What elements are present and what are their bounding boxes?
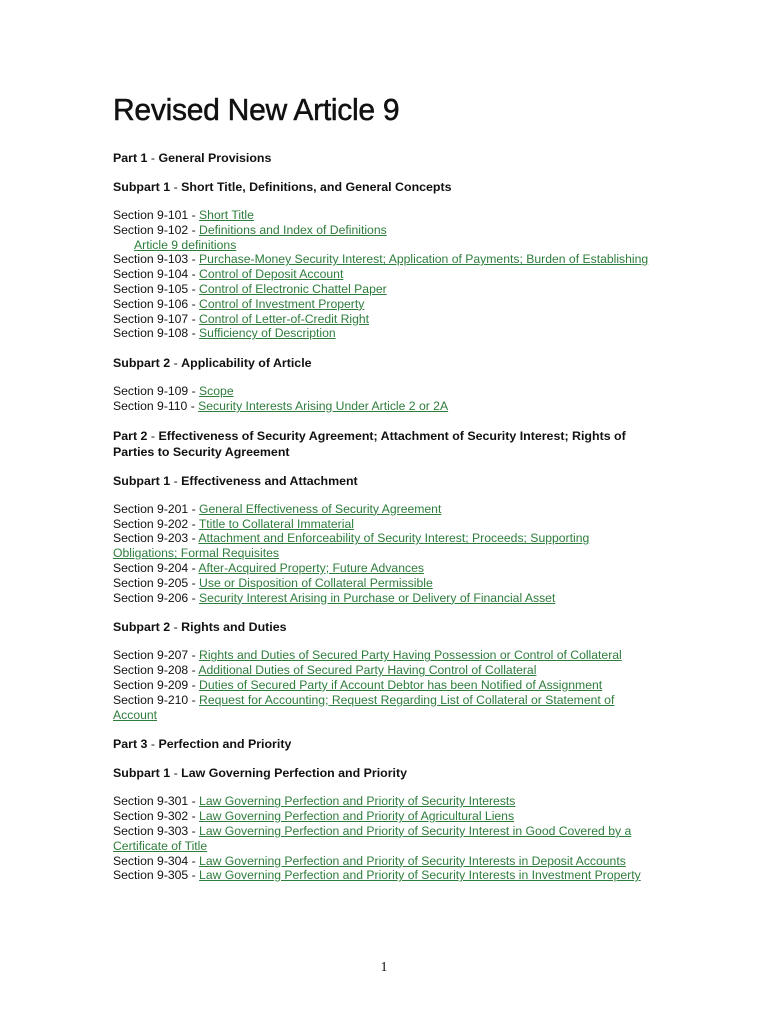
section-link[interactable]: Control of Letter-of-Credit Right — [199, 311, 370, 326]
subpart-title: Short Title, Definitions, and General Concepts — [181, 180, 452, 194]
section-row — [113, 326, 653, 341]
part-1-heading: Part 1 - General Provisions — [113, 151, 272, 165]
part-title: Effectiveness of Security Agreement; Attachment of Security Interest; Rights of Parties to Security Agreement — [113, 428, 626, 459]
section-list — [113, 502, 653, 606]
section-number: Section 9-209 - — [113, 677, 200, 692]
subpart-heading: Subpart 1 - Law Governing Perfection and Priority — [113, 766, 407, 781]
section-row — [113, 517, 653, 532]
section-number: Section 9-201 - — [113, 501, 200, 516]
section-link[interactable]: Law Governing Perfection and Priority of Security Interests in Investment Property — [199, 868, 641, 883]
section-row — [113, 531, 653, 561]
section-list — [113, 648, 653, 722]
section-list — [113, 794, 653, 883]
section-link[interactable]: Control of Electronic Chattel Paper — [199, 281, 387, 296]
section-link[interactable]: Definitions and Index of Definitions — [199, 222, 387, 237]
section-number: Section 9-202 - — [113, 516, 199, 531]
page-number: 1 — [380, 960, 388, 975]
document-page — [113, 92, 653, 897]
section-list — [113, 208, 653, 341]
subpart-label: Subpart 1 — [113, 766, 171, 781]
section-link[interactable]: Article 9 definitions — [134, 237, 237, 252]
section-link[interactable]: Security Interests Arising Under Article 2 or 2A — [198, 398, 449, 413]
section-number: Section 9-107 - — [113, 311, 200, 326]
section-row — [113, 312, 653, 327]
section-row — [113, 648, 653, 663]
subpart-label: Subpart 2 — [113, 356, 171, 371]
section-row — [113, 238, 653, 253]
section-number: Section 9-110 - — [113, 398, 199, 413]
section-link[interactable]: Attachment and Enforceability of Security Interest; Proceeds; Supporting Obligations; Formal Requisites — [113, 531, 590, 561]
section-link[interactable]: Additional Duties of Secured Party Having Control of Collateral — [198, 663, 537, 678]
subpart-heading: Subpart 1 - Effectiveness and Attachment — [113, 473, 358, 488]
section-number: Section 9-303 - — [113, 823, 200, 838]
section-row — [113, 502, 653, 517]
section-link[interactable]: General Effectiveness of Security Agreement — [199, 501, 442, 516]
subpart-label: Subpart 1 — [113, 180, 171, 194]
section-number: Section 9-103 - — [113, 252, 200, 267]
section-row — [113, 678, 653, 693]
section-link[interactable]: Law Governing Perfection and Priority of Security Interests in Deposit Accounts — [199, 853, 626, 868]
section-link[interactable]: Short Title — [199, 208, 254, 222]
section-number: Section 9-108 - — [113, 326, 200, 341]
section-link[interactable]: Law Governing Perfection and Priority of Security Interest in Good Covered by a Certificate of Title — [113, 823, 632, 853]
section-row — [113, 399, 653, 414]
section-number: Section 9-205 - — [113, 575, 200, 590]
section-link[interactable]: Control of Investment Property — [199, 296, 365, 311]
subpart-label: Subpart 2 — [113, 620, 171, 635]
section-list — [113, 384, 653, 414]
section-link[interactable]: Use or Disposition of Collateral Permissible — [199, 575, 433, 590]
section-link[interactable]: Sufficiency of Description — [199, 326, 336, 341]
section-link[interactable]: Duties of Secured Party if Account Debtor has been Notified of Assignment — [199, 677, 603, 692]
section-row — [113, 693, 653, 723]
section-row — [113, 297, 653, 312]
section-link[interactable]: Ttitle to Collateral Immaterial — [198, 516, 354, 531]
section-row — [113, 868, 653, 883]
section-number: Section 9-105 - — [113, 281, 200, 296]
section-link[interactable]: Law Governing Perfection and Priority of Security Interests — [199, 794, 516, 809]
section-row — [113, 591, 653, 606]
section-row — [113, 223, 653, 238]
section-number: Section 9-102 - — [113, 222, 200, 237]
part-label: Part 3 — [113, 737, 148, 752]
section-link[interactable]: Scope — [199, 384, 234, 399]
section-row — [113, 267, 653, 282]
subpart-title: Effectiveness and Attachment — [181, 473, 358, 488]
part-label: Part 1 — [113, 151, 148, 165]
section-row — [113, 208, 653, 223]
section-row — [113, 384, 653, 399]
section-number: Section 9-104 - — [113, 267, 200, 282]
subpart-heading: Subpart 1 - Short Title, Definitions, and General Concepts — [113, 180, 452, 194]
section-number: Section 9-304 - — [113, 853, 200, 868]
section-row — [113, 824, 653, 854]
section-number: Section 9-203 - — [113, 531, 199, 546]
section-number: Section 9-109 - — [113, 384, 200, 399]
section-row — [113, 794, 653, 809]
section-number: Section 9-106 - — [113, 296, 200, 311]
section-link[interactable]: Law Governing Perfection and Priority of Agricultural Liens — [199, 809, 515, 824]
subpart-label: Subpart 1 — [113, 473, 171, 488]
section-link[interactable]: Request for Accounting; Request Regarding List of Collateral or Statement of Account — [113, 692, 615, 722]
section-number: Section 9-206 - — [113, 590, 200, 605]
part-2-heading: Part 2 - Effectiveness of Security Agreement; Attachment of Security Interest; Rights of Parties to Security Agreement — [113, 428, 626, 459]
section-row — [113, 576, 653, 591]
section-number: Section 9-204 - — [113, 560, 199, 575]
part-title: Perfection and Priority — [158, 737, 292, 752]
section-number: Section 9-210 - — [113, 692, 200, 707]
section-number: Section 9-302 - — [113, 809, 200, 824]
section-link[interactable]: Control of Deposit Account — [199, 267, 344, 282]
section-number: Section 9-305 - — [113, 868, 200, 883]
subpart-title: Law Governing Perfection and Priority — [181, 766, 407, 781]
section-link[interactable]: Rights and Duties of Secured Party Having Possession or Control of Collateral — [199, 648, 622, 663]
section-row — [113, 854, 653, 869]
part-title: General Provisions — [158, 151, 272, 165]
section-row — [113, 663, 653, 678]
section-link[interactable]: Security Interest Arising in Purchase or Delivery of Financial Asset — [199, 590, 556, 605]
section-number: Section 9-101 - — [113, 208, 200, 222]
section-number: Section 9-301 - — [113, 794, 200, 809]
section-number: Section 9-208 - — [113, 663, 199, 678]
section-row — [113, 809, 653, 824]
subpart-heading: Subpart 2 - Applicability of Article — [113, 356, 312, 371]
subpart-heading: Subpart 2 - Rights and Duties — [113, 620, 287, 635]
section-row — [113, 561, 653, 576]
section-link[interactable]: After-Acquired Property; Future Advances — [198, 560, 424, 575]
part-3-heading: Part 3 - Perfection and Priority — [113, 737, 292, 752]
subpart-title: Rights and Duties — [181, 620, 287, 635]
page-title: Revised New Article 9 — [113, 92, 400, 127]
section-link[interactable]: Purchase-Money Security Interest; Application of Payments; Burden of Establishing — [199, 252, 649, 267]
section-row — [113, 252, 653, 267]
section-number: Section 9-207 - — [113, 648, 200, 663]
section-row — [113, 282, 653, 297]
subpart-title: Applicability of Article — [181, 356, 312, 371]
part-label: Part 2 — [113, 428, 148, 443]
